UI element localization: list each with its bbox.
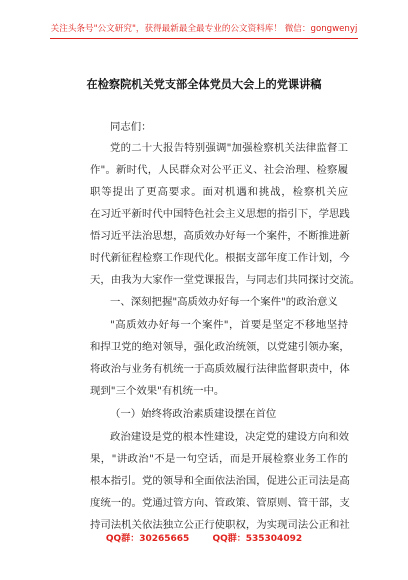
body-line: 悟习近平法治思想，高质效办好每一个案件，不断推进新 xyxy=(90,230,350,242)
body-line: 在习近平新时代中国特色社会主义思想的指引下，学思践 xyxy=(90,208,350,220)
section-heading: 一、深刻把握"高质效办好每一个案件"的政治意义 xyxy=(110,296,338,308)
body-line: 度统一的。党通过管方向、管政策、管原则、管干部，支 xyxy=(90,497,350,509)
body-line: 现到"三个效果"有机统一中。 xyxy=(90,385,225,397)
body-line: 职等提出了更高要求。面对机遇和挑战，检察机关应 xyxy=(90,186,348,198)
document-title: 在检察院机关党支部全体党员大会上的党课讲稿 xyxy=(86,78,322,91)
footer-qq-group-1: QQ群：30265665 xyxy=(105,534,190,544)
salutation: 同志们： xyxy=(110,121,152,133)
body-line: 将政治与业务有机统一于高质效履行法律监督职责中，体 xyxy=(90,363,350,375)
body-line: 政治建设是党的根本性建设，决定党的建设方向和效 xyxy=(110,431,349,443)
footer-contact xyxy=(0,531,408,544)
body-line: 根本指引。党的领导和全面依法治国，促进公正司法是高 xyxy=(90,475,350,487)
body-line: 持司法机关依法独立公正行使职权，为实现司法公正和社 xyxy=(90,519,350,531)
header-divider xyxy=(50,38,358,39)
subsection-heading: （一）始终将政治素质建设摆在首位 xyxy=(110,408,277,420)
body-line: 时代新征程检察工作现代化。根据支部年度工作计划，今 xyxy=(90,252,350,264)
footer-qq-group-2: QQ群：535304092 xyxy=(212,534,303,544)
body-line: 党的二十大报告特别强调"加强检察机关法律监督工 xyxy=(110,142,348,154)
body-line: 和捍卫党的绝对领导，强化政治统领，以党建引领办案， xyxy=(90,341,350,353)
body-line: 天，由我为大家作一堂党课报告，与同志们共同探讨交流。 xyxy=(90,274,361,286)
body-line: 果，"讲政治"不是一句空话，而是开展检察业务工作的 xyxy=(90,453,348,465)
body-line: 作"。新时代，人民群众对公平正义、社会治理、检察履 xyxy=(90,164,348,176)
body-line: "高质效办好每一个案件"，首要是坚定不移地坚持 xyxy=(110,319,348,331)
header-banner: 关注头条号"公文研究"，获得最新最全最专业的公文资料库！ 微信：gongwenyj xyxy=(50,24,358,34)
